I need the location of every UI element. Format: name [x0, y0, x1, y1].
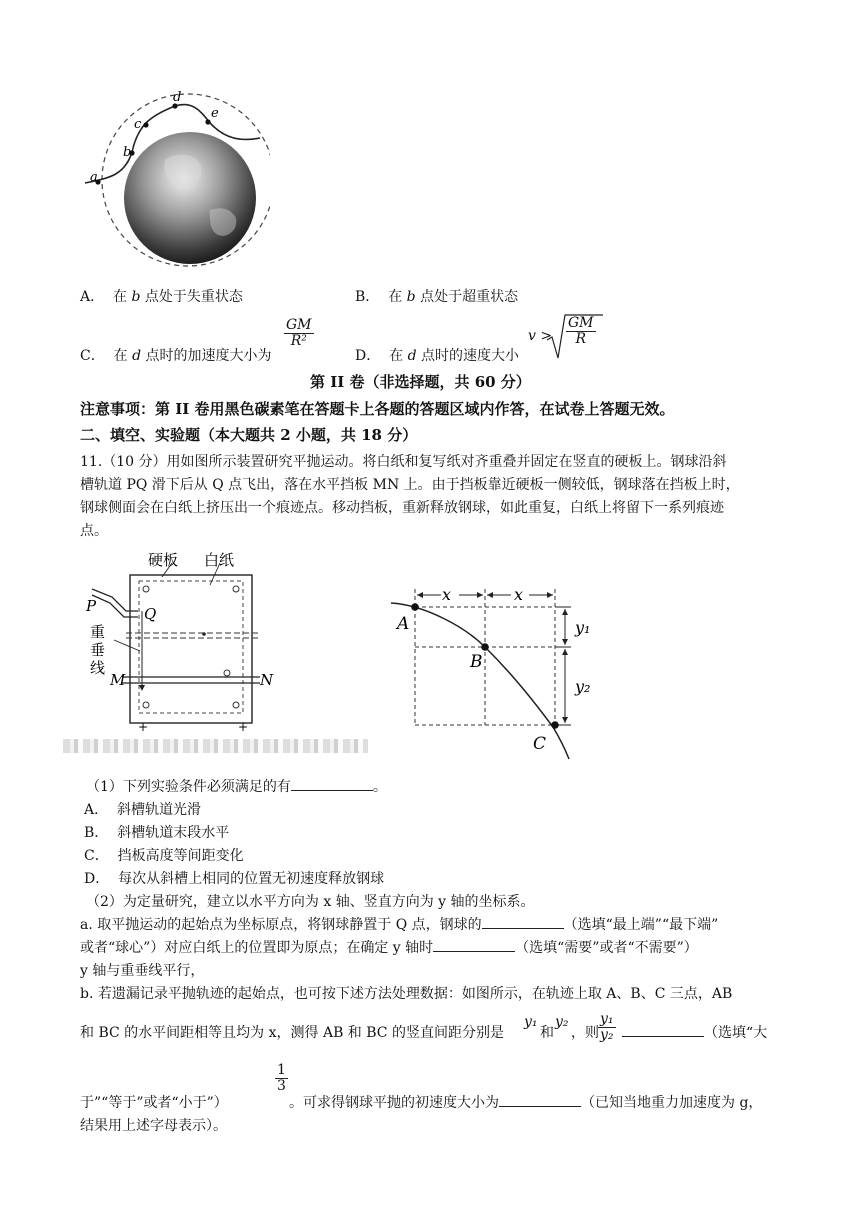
- q10-option-d: D． 在 d 点时的速度大小: [355, 348, 520, 364]
- label-B: B: [470, 652, 483, 672]
- earth-orbit-figure: [70, 80, 270, 280]
- answer-blank[interactable]: [622, 1024, 704, 1037]
- part-b-line-4: 结果用上述字母表示）。: [80, 1118, 227, 1134]
- part-a-line-2: 或者“球心”）对应白纸上的位置即为原点；在确定 y 轴时 （选填“需要”或者“不需要”）: [80, 940, 698, 956]
- q10-option-a: A． 在 b 点处于失重状态: [80, 289, 243, 305]
- option-d: D． 每次从斜槽上相同的位置无初速度释放钢球: [84, 871, 385, 887]
- ratio-fraction: $\frac{\text{y₁}}{\text{y₂}}$: [600, 1011, 614, 1044]
- var-y2: y₂: [555, 1014, 569, 1030]
- part2-title: 第 II 卷（非选择题，共 60 分）: [310, 373, 531, 391]
- apparatus-figure: [82, 545, 372, 735]
- point-label-e: e: [211, 106, 219, 121]
- part-b-line-3: 于”“等于”或者“小于”）: [80, 1095, 228, 1111]
- option-a: A． 斜槽轨道光滑: [84, 802, 202, 818]
- label-plumb-2: 垂: [90, 641, 106, 659]
- label-C: C: [533, 734, 547, 754]
- q10-option-d-inequality: v >: [528, 328, 553, 344]
- label-y2: y₂: [575, 677, 591, 696]
- q11-stem-line: 11.（10 分）用如图所示装置研究平抛运动。将白纸和复写纸对齐重叠并固定在竖直的硬板上。钢球沿斜: [80, 454, 727, 470]
- option-b: B． 斜槽轨道末段水平: [84, 825, 230, 841]
- label-N: N: [260, 671, 274, 689]
- part-a-line-1: a. 取平抛运动的起始点为坐标原点，将钢球静置于 Q 点，钢球的 （选填“最上端”“最下端”: [80, 917, 719, 933]
- label-x1: x: [442, 585, 452, 604]
- label-plumb-3: 线: [90, 659, 106, 677]
- section-heading: 二、填空、实验题（本大题共 2 小题，共 18 分）: [80, 426, 418, 444]
- point-label-a: a: [90, 170, 98, 185]
- label-A: A: [397, 614, 410, 634]
- part-a-line-3: y 轴与重垂线平行，: [80, 963, 205, 979]
- sub-question-1: （1）下列实验条件必须满足的有 。: [86, 779, 387, 795]
- q10-option-c: C． 在 d 点时的加速度大小为: [80, 348, 272, 364]
- label-hard-board: 硬板: [148, 551, 179, 569]
- word-and: 和: [540, 1025, 554, 1041]
- svg-text:+: +: [238, 720, 249, 734]
- part-b-line-1: b. 若遗漏记录平抛轨迹的起始点，也可按下述方法处理数据：如图所示，在轨迹上取 A、B、C 三点，AB: [80, 986, 733, 1002]
- label-P: P: [86, 597, 97, 615]
- trajectory-figure: [385, 577, 615, 767]
- label-M: M: [110, 671, 126, 689]
- answer-blank[interactable]: [499, 1094, 581, 1107]
- label-x2: x: [514, 585, 524, 604]
- part2-notice: 注意事项：第 II 卷用黑色碳素笔在答题卡上各题的答题区域内作答，在试卷上答题无效。: [80, 400, 675, 418]
- point-label-b: b: [123, 145, 132, 160]
- part-b-line-2-end: （选填“大: [622, 1022, 767, 1042]
- answer-blank[interactable]: [482, 916, 564, 929]
- svg-text:+: +: [138, 720, 149, 734]
- q10-option-d-fraction: $\frac{GM}{R}$: [568, 315, 594, 348]
- point-label-c: c: [134, 117, 142, 132]
- var-y1: y₁: [524, 1014, 538, 1030]
- part-b-line-2: 和 BC 的水平间距相等且均为 x，测得 AB 和 BC 的竖直间距分别是: [80, 1025, 504, 1041]
- word-then: ，则: [571, 1025, 599, 1041]
- label-white-paper: 白纸: [204, 551, 235, 569]
- label-y1: y₁: [575, 618, 591, 637]
- q11-stem-line: 钢球侧面会在白纸上挤压出一个痕迹点。移动挡板，重新释放钢球，如此重复，白纸上将留下一系列痕迹: [80, 500, 724, 516]
- q10-option-c-fraction: $\frac{GM}{\text{R²}}$: [286, 317, 312, 350]
- answer-blank[interactable]: [291, 778, 373, 791]
- one-third-fraction: $\frac{1}{3}$: [277, 1062, 286, 1095]
- q10-option-b: B． 在 b 点处于超重状态: [355, 289, 519, 305]
- scan-smudge: [63, 739, 368, 753]
- label-plumb-1: 重: [90, 623, 106, 641]
- q11-stem-line: 点。: [80, 523, 108, 539]
- earth-globe: [124, 132, 256, 264]
- answer-blank[interactable]: [433, 939, 515, 952]
- q11-stem-line: 槽轨道 PQ 滑下后从 Q 点飞出，落在水平挡板 MN 上。由于挡板靠近硬板一侧较低，钢球落在挡板上时，: [80, 477, 740, 493]
- point-label-d: d: [173, 90, 182, 105]
- sub-question-2: （2）为定量研究，建立以水平方向为 x 轴、竖直方向为 y 轴的坐标系。: [86, 894, 535, 910]
- part-b-line-3-end: 。可求得钢球平抛的初速度大小为 （已知当地重力加速度为 g，: [289, 1095, 763, 1111]
- option-c: C． 挡板高度等间距变化: [84, 848, 244, 864]
- label-Q: Q: [144, 605, 157, 623]
